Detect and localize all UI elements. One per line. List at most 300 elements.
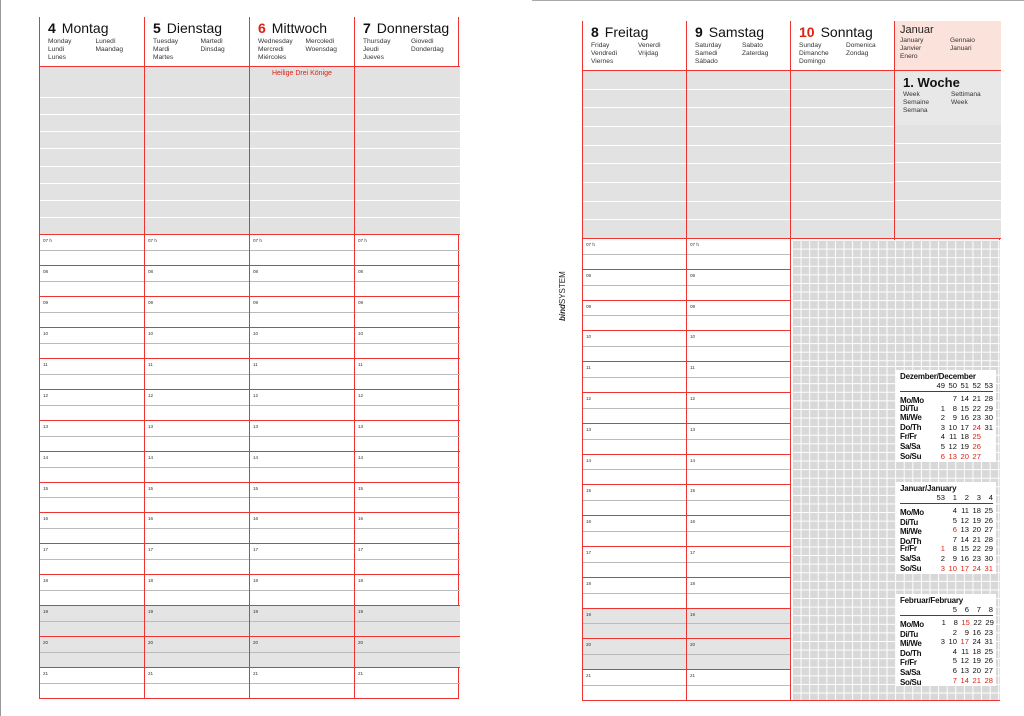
day-heading <box>153 20 244 36</box>
week-number: 1 <box>952 493 957 502</box>
calendar-dates <box>934 413 993 422</box>
calendar-date: 1 <box>941 618 946 627</box>
hour-slot[interactable] <box>40 235 144 266</box>
calendar-date: 29 <box>984 544 993 554</box>
hour-slot[interactable] <box>583 485 686 516</box>
calendar-dates <box>934 442 993 451</box>
hour-slot[interactable] <box>250 297 354 328</box>
hour-label: 08 <box>586 272 592 278</box>
hour-slot[interactable] <box>145 421 249 452</box>
hour-label: 11 <box>358 361 363 367</box>
hour-label: 17 <box>586 549 592 555</box>
hour-slot[interactable] <box>145 668 249 698</box>
hour-label: 17 <box>253 547 259 553</box>
note-line <box>687 108 790 127</box>
day-translations <box>48 38 139 62</box>
holiday-label <box>40 67 144 81</box>
hour-label: 15 <box>253 485 259 491</box>
hour-label: 21 <box>148 671 154 677</box>
calendar-row <box>900 666 993 676</box>
calendar-date: 2 <box>940 553 945 563</box>
hour-slot[interactable] <box>40 637 144 668</box>
day-header <box>355 17 460 67</box>
note-line <box>250 167 354 184</box>
hour-slot[interactable] <box>687 393 790 424</box>
holiday-label: Heilige Drei Könige <box>250 67 354 81</box>
hour-slot[interactable] <box>687 547 790 578</box>
note-line <box>791 90 894 109</box>
hour-slot[interactable] <box>687 639 790 670</box>
calendar-dates <box>934 452 993 461</box>
week-translation: Week <box>903 91 920 98</box>
calendar-date: 20 <box>972 665 981 675</box>
day-translation: Thursday <box>363 38 391 45</box>
notes-area[interactable] <box>687 71 790 239</box>
hour-label: 14 <box>690 457 696 463</box>
note-line <box>355 132 460 149</box>
hour-label: 12 <box>586 395 592 401</box>
calendar-date <box>983 452 993 461</box>
hour-label: 21 <box>253 671 259 677</box>
hour-slot[interactable] <box>40 544 144 575</box>
hour-slot[interactable] <box>583 639 686 670</box>
calendar-row <box>900 413 993 423</box>
hour-slot[interactable] <box>687 424 790 455</box>
hour-slot[interactable] <box>250 606 354 637</box>
calendar-dates <box>934 647 993 656</box>
hour-slots <box>687 239 790 700</box>
hour-slot[interactable] <box>687 578 790 609</box>
calendar-date <box>935 506 945 515</box>
calendar-date: 2 <box>952 627 957 637</box>
hour-slot[interactable] <box>145 359 249 390</box>
calendar-row <box>900 516 993 526</box>
hour-label: 21 <box>586 673 592 679</box>
notes-area[interactable] <box>250 67 354 235</box>
calendar-date: 1 <box>940 544 945 554</box>
hour-slots <box>145 235 249 698</box>
calendar-row <box>900 394 993 404</box>
hour-slot[interactable] <box>40 668 144 698</box>
day-translations <box>799 42 889 66</box>
calendar-date: 19 <box>960 441 969 451</box>
hour-slot[interactable] <box>355 359 460 390</box>
calendar-row <box>900 535 993 545</box>
hour-slots <box>40 235 144 698</box>
hour-slot[interactable] <box>687 331 790 362</box>
day-translations <box>363 38 455 62</box>
hour-slots <box>355 235 460 698</box>
day-translation: Maandag <box>95 46 123 53</box>
notes-area[interactable] <box>791 71 894 239</box>
hour-slot[interactable] <box>145 235 249 266</box>
note-line <box>583 90 686 109</box>
calendar-date: 31 <box>984 637 993 647</box>
calendar-date: 30 <box>984 413 993 423</box>
hour-slot[interactable] <box>40 483 144 514</box>
day-translations <box>153 38 244 62</box>
calendar-date: 15 <box>961 618 970 627</box>
calendar-date: 26 <box>984 515 993 525</box>
day-translation: Zaterdag <box>742 50 769 57</box>
day-name: Dienstag <box>166 20 223 36</box>
day-translation: Friday <box>591 42 610 49</box>
hour-label: 10 <box>690 334 696 340</box>
hour-label: 09 <box>358 299 364 305</box>
day-name: Freitag <box>604 24 649 40</box>
day-translation: Sabato <box>742 42 763 49</box>
calendar-date: 25 <box>972 432 981 442</box>
hour-slot[interactable] <box>583 516 686 547</box>
note-line <box>250 149 354 166</box>
day-translation: Lunedì <box>95 38 116 45</box>
calendar-date: 12 <box>960 656 969 666</box>
calendar-date: 4 <box>952 646 957 656</box>
hour-slot[interactable] <box>40 297 144 328</box>
hour-slot[interactable] <box>355 606 460 637</box>
note-grid[interactable] <box>792 240 1000 366</box>
day-translation <box>306 54 350 62</box>
hour-slot[interactable] <box>40 606 144 637</box>
calendar-week-numbers <box>900 605 993 616</box>
hour-slot[interactable] <box>355 421 460 452</box>
hour-slot[interactable] <box>355 266 460 297</box>
day-heading <box>799 24 889 40</box>
hour-slot[interactable] <box>40 328 144 359</box>
hour-slot[interactable] <box>355 390 460 421</box>
calendar-date: 29 <box>984 403 993 413</box>
hour-slot[interactable] <box>583 362 686 393</box>
hour-slot[interactable] <box>687 362 790 393</box>
week-number: 2 <box>964 493 969 502</box>
hour-slot[interactable] <box>355 637 460 668</box>
hour-slot[interactable] <box>355 668 460 698</box>
notes-area[interactable] <box>355 67 460 235</box>
hour-label: 07 h <box>43 238 52 243</box>
hour-slot[interactable] <box>145 606 249 637</box>
hour-slot[interactable] <box>583 239 686 270</box>
note-line <box>145 218 249 234</box>
hour-label: 14 <box>358 454 364 460</box>
hour-label: 19 <box>253 609 259 615</box>
note-line <box>791 108 894 127</box>
week-number: 5 <box>952 605 957 614</box>
calendar-date: 24 <box>972 563 981 573</box>
hour-slot[interactable] <box>40 390 144 421</box>
calendar-weekday: Do/Th <box>900 648 922 658</box>
note-line <box>583 127 686 146</box>
day-number: 9 <box>695 24 703 40</box>
week-number: 7 <box>976 605 981 614</box>
hour-label: 14 <box>253 454 259 460</box>
hour-slot[interactable] <box>583 670 686 700</box>
hour-label: 17 <box>43 547 49 553</box>
calendar-date: 16 <box>960 553 969 563</box>
note-line <box>583 220 686 238</box>
calendar-date: 10 <box>948 422 957 432</box>
calendar-date: 12 <box>948 441 957 451</box>
note-line <box>583 71 686 90</box>
calendar-date: 9 <box>964 627 969 637</box>
hour-label: 10 <box>358 330 364 336</box>
hour-slot[interactable] <box>250 513 354 544</box>
hour-label: 11 <box>690 365 695 371</box>
calendar-date: 18 <box>972 646 981 656</box>
calendar-date: 18 <box>972 506 981 515</box>
notes-area[interactable] <box>40 67 144 235</box>
note-line <box>791 127 894 146</box>
mini-calendar <box>896 370 996 462</box>
holiday-label <box>355 67 460 81</box>
note-line <box>250 184 354 201</box>
hour-label: 12 <box>43 392 49 398</box>
note-line <box>687 164 790 183</box>
holiday-label <box>145 67 249 81</box>
hour-slot[interactable] <box>687 485 790 516</box>
hour-label: 13 <box>358 423 364 429</box>
calendar-weekday: So/Su <box>900 677 922 687</box>
day-translation: Dinsdag <box>200 46 225 53</box>
calendar-date: 14 <box>960 394 969 403</box>
hour-slot[interactable] <box>355 513 460 544</box>
hour-slot[interactable] <box>250 483 354 514</box>
note-line <box>40 98 144 115</box>
calendar-row <box>900 423 993 433</box>
day-column <box>145 17 250 698</box>
calendar-date: 13 <box>960 525 969 535</box>
note-line <box>40 149 144 166</box>
hour-label: 18 <box>253 578 259 584</box>
hour-slot[interactable] <box>250 328 354 359</box>
calendar-date: 7 <box>952 394 957 403</box>
day-translation: Donderdag <box>411 46 444 53</box>
hour-slot[interactable] <box>687 239 790 270</box>
month-translation: January <box>900 37 924 44</box>
hour-slot[interactable] <box>583 301 686 332</box>
hour-label: 20 <box>586 642 592 648</box>
grid-area <box>792 240 1000 700</box>
hour-slot[interactable] <box>145 452 249 483</box>
hour-label: 17 <box>148 547 154 553</box>
note-line <box>791 164 894 183</box>
calendar-week-numbers <box>900 493 993 504</box>
day-translation: Sunday <box>799 42 822 49</box>
hour-slot[interactable] <box>250 575 354 606</box>
day-translation: Wednesday <box>258 38 293 45</box>
hour-slot[interactable] <box>250 637 354 668</box>
hour-slot[interactable] <box>355 544 460 575</box>
hour-slot[interactable] <box>40 359 144 390</box>
calendar-date: 8 <box>952 403 957 413</box>
hour-slot[interactable] <box>40 266 144 297</box>
hour-slot[interactable] <box>583 393 686 424</box>
note-line <box>583 108 686 127</box>
hour-label: 08 <box>358 268 364 274</box>
hour-slot[interactable] <box>355 483 460 514</box>
hour-label: 17 <box>690 549 696 555</box>
day-translation: Dimanche <box>799 50 829 57</box>
hour-label: 18 <box>358 578 364 584</box>
hour-slot[interactable] <box>145 266 249 297</box>
day-translation: Martedì <box>200 38 223 45</box>
hour-label: 20 <box>690 642 696 648</box>
hour-label: 09 <box>43 299 49 305</box>
hour-slot[interactable] <box>145 637 249 668</box>
calendar-row <box>900 554 993 564</box>
hour-slot[interactable] <box>687 455 790 486</box>
calendar-date: 5 <box>952 515 957 525</box>
hour-slot[interactable] <box>355 575 460 606</box>
hour-slot[interactable] <box>145 328 249 359</box>
hour-label: 07 h <box>586 242 595 247</box>
note-line <box>355 115 460 132</box>
hour-label: 13 <box>586 426 592 432</box>
calendar-title: Februar/February <box>900 596 964 605</box>
hour-slot[interactable] <box>250 390 354 421</box>
calendar-date: 20 <box>972 525 981 535</box>
note-line <box>145 167 249 184</box>
brand-product: SYSTEM <box>558 271 567 305</box>
calendar-row <box>900 404 993 414</box>
hour-slot[interactable] <box>250 421 354 452</box>
notes-area[interactable] <box>583 71 686 239</box>
day-name: Sonntag <box>820 24 873 40</box>
calendar-date: 10 <box>948 563 957 573</box>
hour-slot[interactable] <box>145 575 249 606</box>
day-translation: Mercredi <box>258 46 284 53</box>
brand-logo <box>558 271 567 321</box>
week-translation: Semaine <box>903 99 930 106</box>
hour-slot[interactable] <box>583 547 686 578</box>
hour-slot[interactable] <box>687 270 790 301</box>
calendar-dates <box>934 564 993 573</box>
calendar-weekday: Mo/Mo <box>900 620 924 629</box>
hour-label: 19 <box>586 611 592 617</box>
week-notes-area[interactable] <box>895 125 1001 239</box>
hour-label: 12 <box>253 392 259 398</box>
hour-slot[interactable] <box>687 301 790 332</box>
hour-slot[interactable] <box>687 516 790 547</box>
calendar-date: 6 <box>940 451 945 461</box>
day-translations <box>591 42 681 66</box>
hour-slot[interactable] <box>145 483 249 514</box>
calendar-row <box>900 637 993 647</box>
hour-slot[interactable] <box>250 668 354 698</box>
note-line <box>145 81 249 98</box>
week-translation: Week <box>951 99 968 106</box>
hour-slot[interactable] <box>583 578 686 609</box>
calendar-date: 19 <box>972 515 981 525</box>
hour-slot[interactable] <box>145 513 249 544</box>
hour-slot[interactable] <box>355 328 460 359</box>
day-translation <box>742 58 785 66</box>
hour-slot[interactable] <box>583 455 686 486</box>
hour-slot[interactable] <box>583 609 686 640</box>
calendar-date: 14 <box>960 534 969 544</box>
hour-slot[interactable] <box>145 390 249 421</box>
hour-slot[interactable] <box>40 575 144 606</box>
note-line <box>895 144 1001 163</box>
calendar-date <box>923 637 933 646</box>
calendar-date: 30 <box>984 553 993 563</box>
day-translation: Monday <box>48 38 72 45</box>
hour-slot[interactable] <box>687 609 790 640</box>
calendar-date: 15 <box>960 403 969 413</box>
hour-label: 16 <box>43 516 49 522</box>
hour-slot[interactable] <box>250 235 354 266</box>
hour-label: 12 <box>358 392 364 398</box>
hour-slot[interactable] <box>40 452 144 483</box>
calendar-date: 28 <box>984 394 993 403</box>
note-line <box>583 183 686 202</box>
day-translation: Domingo <box>799 58 826 65</box>
calendar-weekday: Do/Th <box>900 422 922 432</box>
right-planner-page <box>532 0 1024 716</box>
day-translation: Woensdag <box>305 46 337 53</box>
hour-label: 13 <box>148 423 154 429</box>
hour-label: 07 h <box>690 242 699 247</box>
hour-slot[interactable] <box>355 235 460 266</box>
notes-area[interactable] <box>145 67 249 235</box>
hour-label: 21 <box>690 673 696 679</box>
calendar-row <box>900 564 993 574</box>
hour-slot[interactable] <box>687 670 790 700</box>
day-column <box>687 21 791 700</box>
hour-slot[interactable] <box>250 544 354 575</box>
calendar-row <box>900 628 993 638</box>
calendar-title: Januar/January <box>900 484 957 493</box>
note-line <box>40 115 144 132</box>
day-name: Samstag <box>708 24 765 40</box>
hour-label: 11 <box>43 361 48 367</box>
calendar-date: 28 <box>984 675 993 685</box>
mini-calendar <box>896 594 996 686</box>
hour-slot[interactable] <box>355 297 460 328</box>
note-line <box>145 149 249 166</box>
hour-slot[interactable] <box>250 266 354 297</box>
hour-slot[interactable] <box>583 331 686 362</box>
day-translation: Mardi <box>153 46 170 53</box>
hour-slot[interactable] <box>250 359 354 390</box>
hour-slot[interactable] <box>40 421 144 452</box>
calendar-dates <box>924 618 994 627</box>
day-translation: Domenica <box>846 42 876 49</box>
calendar-date: 25 <box>984 646 993 656</box>
hour-slot[interactable] <box>145 297 249 328</box>
day-number: 6 <box>258 20 266 36</box>
day-header <box>583 21 686 71</box>
hour-slot[interactable] <box>40 513 144 544</box>
hour-label: 19 <box>358 609 364 615</box>
hour-slot[interactable] <box>250 452 354 483</box>
calendar-date: 28 <box>984 534 993 544</box>
hour-label: 10 <box>253 330 259 336</box>
day-name: Montag <box>61 20 109 36</box>
calendar-dates <box>934 628 993 637</box>
hour-slot[interactable] <box>583 424 686 455</box>
hour-slot[interactable] <box>145 544 249 575</box>
calendar-date <box>935 647 945 656</box>
day-header <box>791 21 894 71</box>
hour-slot[interactable] <box>583 270 686 301</box>
note-line <box>687 183 790 202</box>
hour-slot[interactable] <box>355 452 460 483</box>
week-title: 1. Woche <box>903 75 960 90</box>
day-translations <box>695 42 785 66</box>
calendar-date: 17 <box>960 563 969 573</box>
month-translation: Januari <box>950 45 972 52</box>
hour-label: 15 <box>148 485 154 491</box>
